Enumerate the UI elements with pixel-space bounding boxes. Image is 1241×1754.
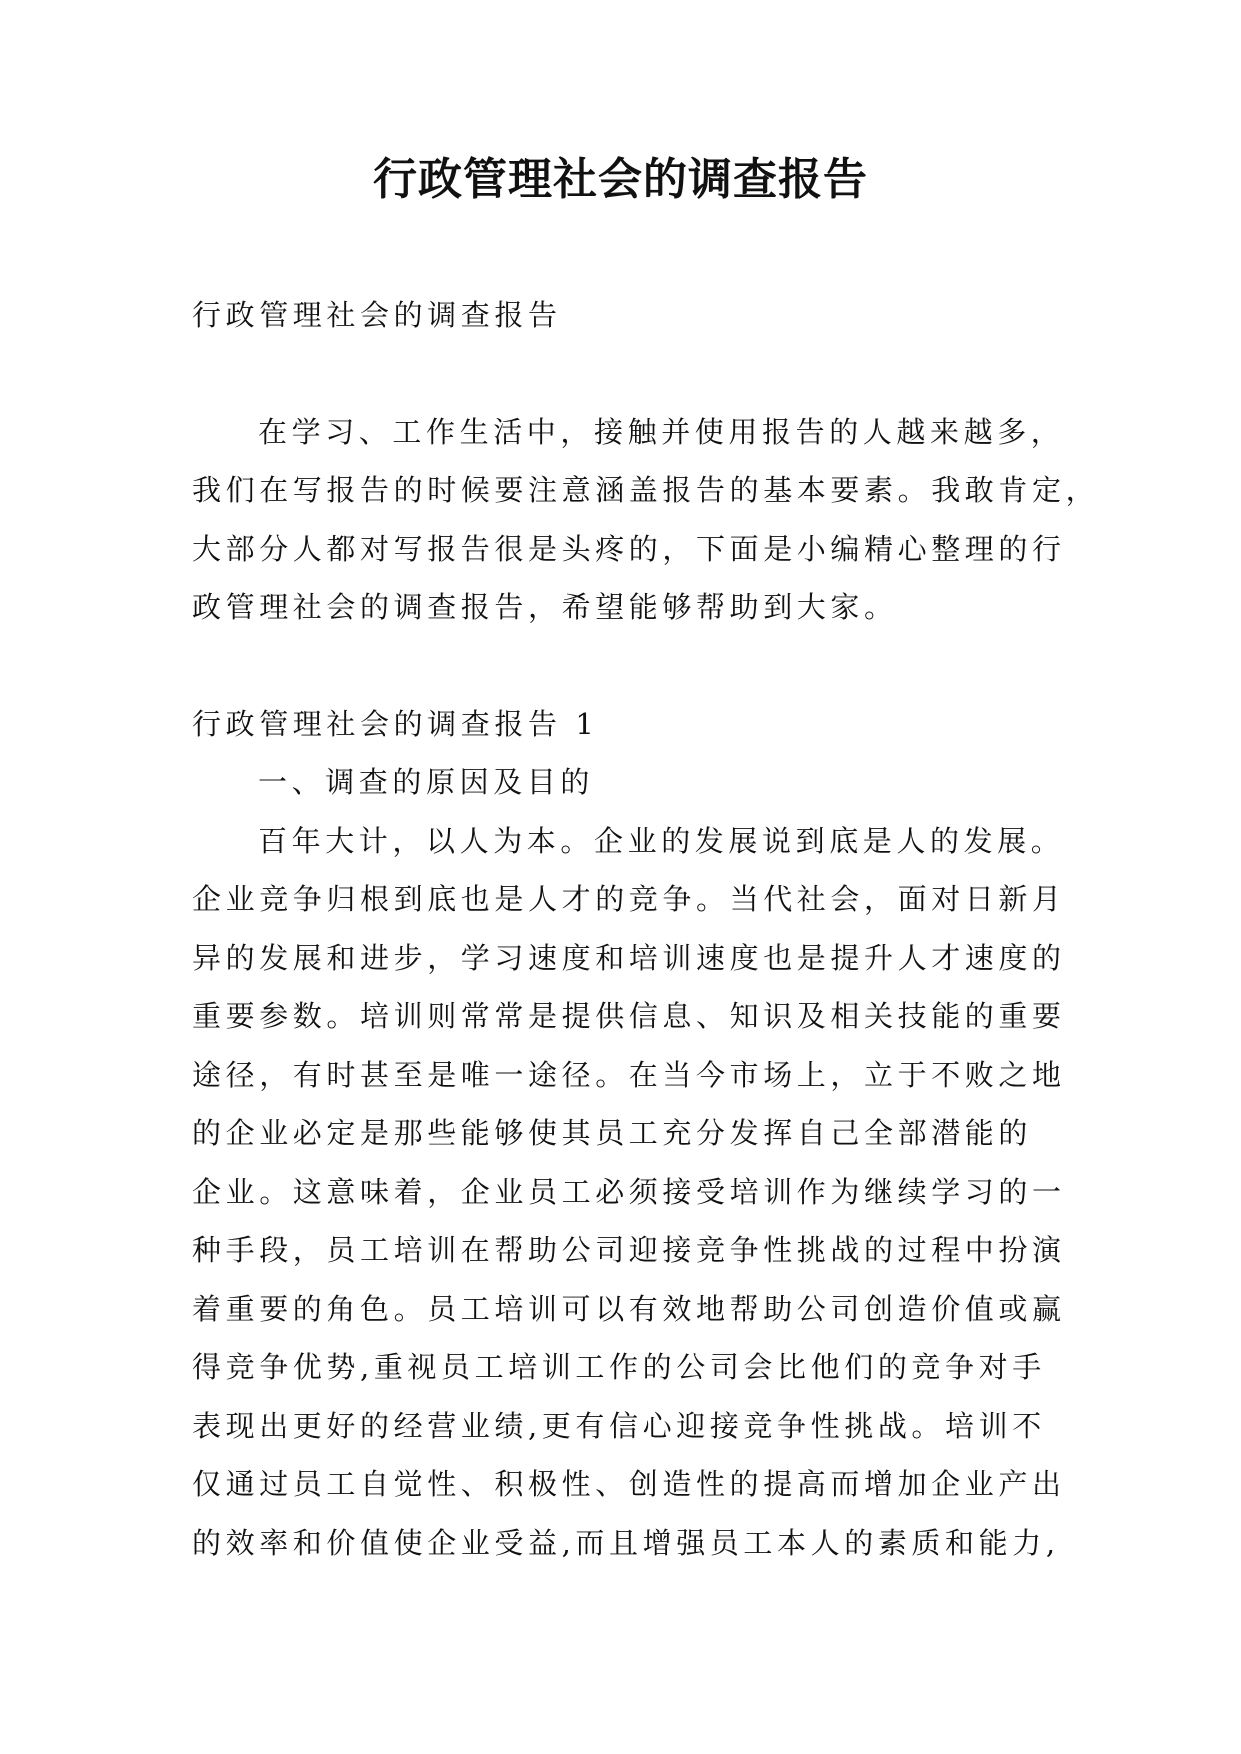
- intro-line: 大部分人都对写报告很是头疼的，下面是小编精心整理的行: [192, 531, 1066, 566]
- paragraph-gap: [192, 637, 1060, 695]
- document-title: 行政管理社会的调查报告: [373, 154, 868, 205]
- body-line: 的效率和价值使企业受益,而且增强员工本人的素质和能力,: [192, 1525, 1060, 1560]
- body-line: 着重要的角色。员工培训可以有效地帮助公司创造价值或赢: [192, 1291, 1066, 1326]
- body-line: 表现出更好的经营业绩,更有信心迎接竞争性挑战。培训不: [192, 1408, 1046, 1443]
- body-line: 重要参数。培训则常常是提供信息、知识及相关技能的重要: [192, 999, 1066, 1033]
- intro-line: 我们在写报告的时候要注意涵盖报告的基本要素。我敢肯定，: [192, 473, 1100, 507]
- body-line: 仅通过员工自觉性、积极性、创造性的提高而增加企业产出: [192, 1467, 1066, 1501]
- document-subtitle: 行政管理社会的调查报告: [192, 298, 562, 332]
- intro-line: 政管理社会的调查报告，希望能够帮助到大家。: [192, 590, 898, 624]
- subsection-heading: 一、调查的原因及目的: [258, 765, 595, 799]
- body-line: 百年大计，以人为本。企业的发展说到底是人的发展。: [258, 823, 1065, 858]
- body-line: 种手段，员工培训在帮助公司迎接竞争性挑战的过程中扮演: [192, 1233, 1066, 1267]
- body-line: 得竞争优势,重视员工培训工作的公司会比他们的竞争对手: [192, 1350, 1046, 1384]
- body-line: 企业。这意味着，企业员工必须接受培训作为继续学习的一: [192, 1174, 1066, 1209]
- body-line: 途径，有时甚至是唯一途径。在当今市场上，立于不败之地: [192, 1057, 1066, 1092]
- section-heading: 行政管理社会的调查报告 1: [192, 706, 599, 741]
- body-line: 企业竞争归根到底也是人才的竞争。当代社会，面对日新月: [192, 882, 1066, 916]
- intro-line: 在学习、工作生活中，接触并使用报告的人越来越多，: [258, 414, 1065, 449]
- body-line: 异的发展和进步，学习速度和培训速度也是提升人才速度的: [192, 940, 1066, 975]
- paragraph-gap: [192, 345, 1060, 403]
- body-line: 的企业必定是那些能够使其员工充分发挥自己全部潜能的: [192, 1116, 1033, 1150]
- document-body: [192, 286, 1100, 1572]
